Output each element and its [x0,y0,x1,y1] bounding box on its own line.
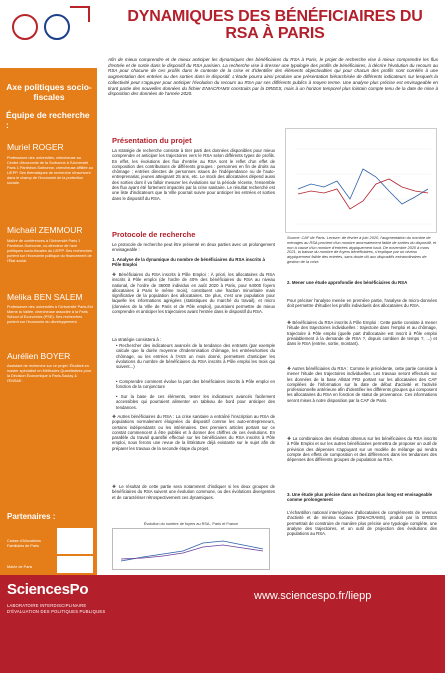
result-paragraph: ❖ Le résultat de cette partie sera notamment d'indiquer si les deux groupes de bénéficiaires du RSA suivent une évolution commune, ou des évolutions divergentes et de caractériser rétrospectivement ces dynamiques. [112,484,275,500]
partner-label: Mairie de Paris [7,565,33,569]
strategy-bullet-1: • Rechercher des indicateurs avancés de la tendance des entrants (par exemple calcule que la durée moyenne d'indemnisation chômage, les entrées/sorties du chômage, ou les entrées à l'ASS un mois donné, permettent d'anticiper les évolutions du nombre de bénéficiaires du RSA inscrits à Pôle emploi les mois qui suivent...) [116,343,275,370]
bullet-2-text: Autres bénéficiaires du RSA : La crise sanitaire a entraîné l'inscription au RSA de populations normalement éloignées du dispositif comme les auto-entrepreneurs, certains indépendants ou les intérimaires. Des premiers articles portant sur ce constat commencent à être publiés et à donner des chiffres de ces évolutions. En parallèle du travail quantifié effectué sur les bénéficiaires du RSA inscrits à Pôle emploi, nous ferons une revue de la littérature déjà existante sur le sujet afin de préparer les travaux de la seconde étape du projet. [112,414,275,451]
step-2-paragraph: Pour préciser l'analyse menée en première partie, l'analyse de micro-données doit permettre d'étudier les profils individuels des allocataires du RSA. [287,298,437,309]
strategy-bullet-3-text: Sur la base de ces éléments, tester les indicateurs avancés facilement accessibles qui pourraient alimenter un tableau de bord pour anticiper des tendances. [116,394,275,410]
liepp-logo-mark [70,6,90,22]
person-name: Muriel ROGER [7,142,64,152]
logo-area [0,0,97,68]
person-desc: Assistant de recherche sur ce projet. Étudiant en master spécialisé en Méthodes Quantitatives pour la Décision Économique à Paris-Saclay & l'ENSAE. [7,364,92,383]
person-name: Melika BEN SALEM [7,292,83,302]
bullet-2: ❖ Autres bénéficiaires du RSA : La crise sanitaire a entraîné l'inscription au RSA de populations normalement éloignées du dispositif comme les auto-entrepreneurs, certains indépendants ou les intérimaires. Des premiers articles portant sur ce constat commencent à être publiés et à donner des chiffres de ces évolutions. En parallèle du travail quantifié effectué sur les bénéficiaires du RSA inscrits à Pôle emploi, nous ferons une revue de la littérature déjà existante sur le sujet afin de préparer les travaux de la seconde étape du projet. [112,414,275,451]
strategy-bullet-3: • Sur la base de ces éléments, tester les indicateurs avancés facilement accessibles qui pourraient alimenter un tableau de bord pour anticiper des tendances. [116,394,275,410]
person-desc: Professeure des universités à l'Université Paris-Est Marne la Vallée, chercheuse associée à la Paris School of Economics (PSE). Ses recherches portent sur l'économie du développement. [7,305,93,324]
step-3-title: 3. Une étude plus précise dans un horizon plus long est envisageable comme prolongement [287,492,433,503]
section-title-presentation: Présentation du projet [112,136,192,145]
cessp-logo [12,14,38,40]
bullet-1-text: Bénéficiaires du RSA inscrits à Pôle Emploi : À priori, les allocataires du RSA inscrits à Pôle emploi (de l'ordre de 40% des bénéficiaires du RSA au niveau national, de l'ordre de 36000 individus en août 2020 à Paris, pour 64000 foyers allocataires à Paris le même mois), constituent une fraction minoritaire mais significative de la population des allocataires. De plus, c'est une population pour laquelle les informations agrégées (statistiques du marché du travail), et micro (données de la Ville de Paris et de Pôle emploi), pourraient permettre de mieux comprendre et anticiper les trajectoires avant l'entrée dans le dispositif du RSA. [112,272,276,315]
sciencespo-logo: SciencesPo [7,581,89,598]
protocole-intro: Le protocole de recherche peut être présenté en deux parties avec un prolongement envisageable : [112,242,275,253]
partner-label: Caisse d'Allocations Familiales de Paris [7,539,41,548]
strategy-bullet-2: • Comprendre comment évolue la part des bénéficiaires inscrits à Pôle emploi en fonction de la conjoncture [116,379,275,390]
caf-logo [57,528,93,554]
bullet-4-text: Autres bénéficiaires du RSA : Comme le précédente, cette partie consiste à mener l'étude des trajectoires individuelles. Les travaux seront effectués sur les données de la base Allstat FR2 portant sur les allocataires des CAF compilées de l'information sur la date de début d'activité et l'activité professionnelle antérieure afin d'identifier les différents groupes qui composent les allocataires du RSA en fonction de statut de provenance. Ces informations seront mises à notre disposition par la CAF de Paris. [287,366,437,403]
lab-name-line-1: LABORATOIRE INTERDISCIPLINAIRE [7,603,87,608]
bullet-3-text: Bénéficiaires du RSA inscrits à Pôle Emploi : Cette partie consiste à mener l'étude des trajectoires individuelles : trajectoire dans l'emploi et au chômage, trajectoire à Pôle emploi (quelle part d'allocataire est inscrit à Pôle emploi préalablement à la demande de RSA ?, depuis combien de temps ?, ...) et dans le RSA (entrée, sortie, montant). [287,320,437,347]
presentation-text: La stratégie de recherche consiste à tirer parti des données disponibles pour mieux comprendre et anticiper les trajectoires vers le RSA selon différents types de profils. En effet, les évolutions des flux d'entrée au RSA sont le reflet d'un effet de composition des contributions de différents groupes : personnes en fin de droits au chômage ; entrées directes de personnes issues de l'indépendance ou de l'auto-entreprenariat, jeunes atteignant 25 ans, etc. Le stock des allocataires dépend aussi des sorties dont il va falloir mesurer les évolutions sur la période récente, l'ensemble des flux ayant été fortement impactés par la crise sanitaire. Le résultat recherché est une liste d'indicateurs que la Ville pourrait suivre pour anticiper les entrées et sorties dans le dispositif du RSA. [112,148,275,201]
step-2-title: 2. Mener une étude approfondie des bénéficiaires du RSA [287,280,408,285]
bullet-4: ❖ Autres bénéficiaires du RSA : Comme le précédente, cette partie consiste à mener l'étude des trajectoires individuelles. Les travaux seront effectués sur les données de la base Allstat FR2 portant sur les allocataires des CAF compilées de l'information sur la date de début d'activité et l'activité professionnelle antérieure afin d'identifier les différents groupes qui composent les allocataires du RSA en fonction de statut de provenance. Ces informations seront mises à notre disposition par la CAF de Paris. [287,366,437,403]
bullet-5: ❖ La combinaison des résultats obtenus sur les bénéficiaires du RSA inscrits à Pôle Emploi et sur les autres bénéficiaires permettra de proposer un outil de prévision des dépenses s'appuyant sur un modèle de mélange qui rendra compte des effets de composition et des différences dans les tendances des dépenses des différents groupes de population au RSA. [287,436,438,463]
person-desc: Professeure des universités, chercheuse au Centre d'économie de la Sorbonne à l'Université Paris 1 Panthéon-Sorbonne, chercheuse affiliée au LIEPP. Ses thématiques de recherche s'inscrivent dans le champ de l'économie de la protection sociale. [7,156,93,185]
bullet-3: ❖ Bénéficiaires du RSA inscrits à Pôle Emploi : Cette partie consiste à mener l'étude des trajectoires individuelles : trajectoire dans l'emploi et au chômage, trajectoire à Pôle emploi (quelle part d'allocataire est inscrit à Pôle emploi préalablement à la demande de RSA ?, depuis combien de temps ?, ...) et dans le RSA (entrée, sortie, montant). [287,320,437,347]
axis-title: Axe politiques socio-fiscales [6,82,92,102]
flows-chart-svg [286,129,438,234]
flows-chart [285,128,437,233]
exits-line [298,179,428,209]
chart-lines [113,529,271,571]
bullet-1: ❖ Bénéficiaires du RSA inscrits à Pôle Emploi : À priori, les allocataires du RSA inscrits à Pôle emploi (de l'ordre de 40% des bénéficiaires du RSA au niveau national, de l'ordre de 36000 individus en août 2020 à Paris, pour 64000 foyers allocataires à Paris le même mois), constituent une fraction minoritaire mais significative de la population des allocataires. De plus, c'est une population pour laquelle les informations agrégées (statistiques du marché du travail), et micro (données de la Ville de Paris et de Pôle emploi), pourraient permettre de mieux comprendre et anticiper les trajectoires avant l'entrée dans le dispositif du RSA. [112,272,276,315]
chart-caption: Source: CAF de Paris. Lecture: de février à juin 2020, l'augmentation du nombre de ménages au RSA provient d'un nombre anormalement faible de sorties du dispositif, et non à cause d'un nombre d'entrées atypiquement haut. De novembre 2020 à mars 2021, la baisse du nombre de foyers bénéficiaires, s'explique par un niveau atypiquement faible des entrées, sans doute dû aux dispositifs extraordinaires de gestion de la crise. [287,235,437,264]
bullet-5-text: La combinaison des résultats obtenus sur les bénéficiaires du RSA inscrits à Pôle Emploi et sur les autres bénéficiaires permettra de proposer un outil de prévision des dépenses s'appuyant sur un modèle de mélange qui rendra compte des effets de composition et des différences dans les tendances des dépenses des différents groupes de population au RSA. [287,436,438,463]
section-title-protocole: Protocole de recherche [112,230,196,239]
partners-title: Partenaires : [7,512,56,521]
chart-title: Évolution du nombre de foyers au RSA , Paris et France [143,522,239,526]
poster-title: DYNAMIQUES DES BÉNÉFICIAIRES DU RSA À PARIS [127,8,423,42]
strategy-label: La stratégie consistera à : [112,337,162,342]
person-name: Michaël ZEMMOUR [7,225,83,235]
step-3-paragraph: L'échantillon national interrégimes d'allocataires de compléments de revenus d'activité et de minima sociaux (ENIACRAMS), produit par la DREES permettrait de construire de manière plus précise une typologie complète, une analyse des trajectoires, et un outil de projection des évolutions des populations au RSA. [287,510,437,537]
intro-paragraph: Afin de mieux comprendre et de mieux anticiper les dynamiques des bénéficiaires du RSA à Paris, le projet de recherche vise à mieux comprendre les flux d'entrée et de sortie dans le dispositif du RSA parisien. La recherche vise à dresser une typologie des profils de bénéficiaires, à décrire l'évolution du recours au RSA pour chacune de ces profils dans le contexte de la crise et d'identifier des éléments objectivables qui pour chacun des profils sont corrélés à une augmentation des entrées ou des sorties dans le dispositif. L'étude pourra ainsi produire une présentation hiérarchisée de différents indicateurs sur lesquels la collectivité peut s'appuyer pour anticiper l'évolution du recours au RSA par ses différents publics à moyen terme. Une analyse plus précise est envisageable en tirant partie des nouvelles données du fichier ENIACRAMS construits par la DREES, mais à un horizon temporel plus lointain compte tenu de la date de mise à disposition des données de l'année 2020. [108,57,438,97]
website-link[interactable]: www.sciencespo.fr/liepp [254,590,372,602]
step-1-title: 1. Analyse de la dynamique du nombre de bénéficiaires du RSA inscrits à Pôle Emploi [112,257,265,268]
lab-name-line-2: D'ÉVALUATION DES POLITIQUES PUBLIQUES [7,609,106,614]
team-title: Équipe de recherche : [6,110,90,130]
strategy-bullet-2-text: Comprendre comment évolue la part des bénéficiaires inscrits à Pôle emploi en fonction de la conjoncture [116,379,275,390]
univ-logo [44,14,70,40]
sidebar [0,0,97,575]
result-text: Le résultat de cette partie sera notamment d'indiquer si les deux groupes de bénéficiaires du RSA suivent une évolution commune, ou des évolutions divergentes et de caractériser rétrospectivement ces dynamiques. [112,484,275,500]
chart-thumbnail [112,528,270,570]
person-desc: Maître de conférences à l'Université Paris 1 Panthéon-Sorbonne, co-directeur de l'axe politiques socio-fiscales du LIEPP. Ses recherches portent sur l'économie politique du financement de l'État social. [7,239,92,263]
paris-logo [57,556,93,573]
footer [0,575,445,673]
person-name: Aurélien BOYER [7,351,71,361]
strategy-bullet-1-text: Rechercher des indicateurs avancés de la tendance des entrants (par exemple calcule que la durée moyenne d'indemnisation chômage, les entrées/sorties du chômage, ou les entrées à l'ASS un mois donné, permettent d'anticiper les évolutions du nombre de bénéficiaires du RSA inscrits à Pôle emploi les mois qui suivent...) [116,343,275,370]
